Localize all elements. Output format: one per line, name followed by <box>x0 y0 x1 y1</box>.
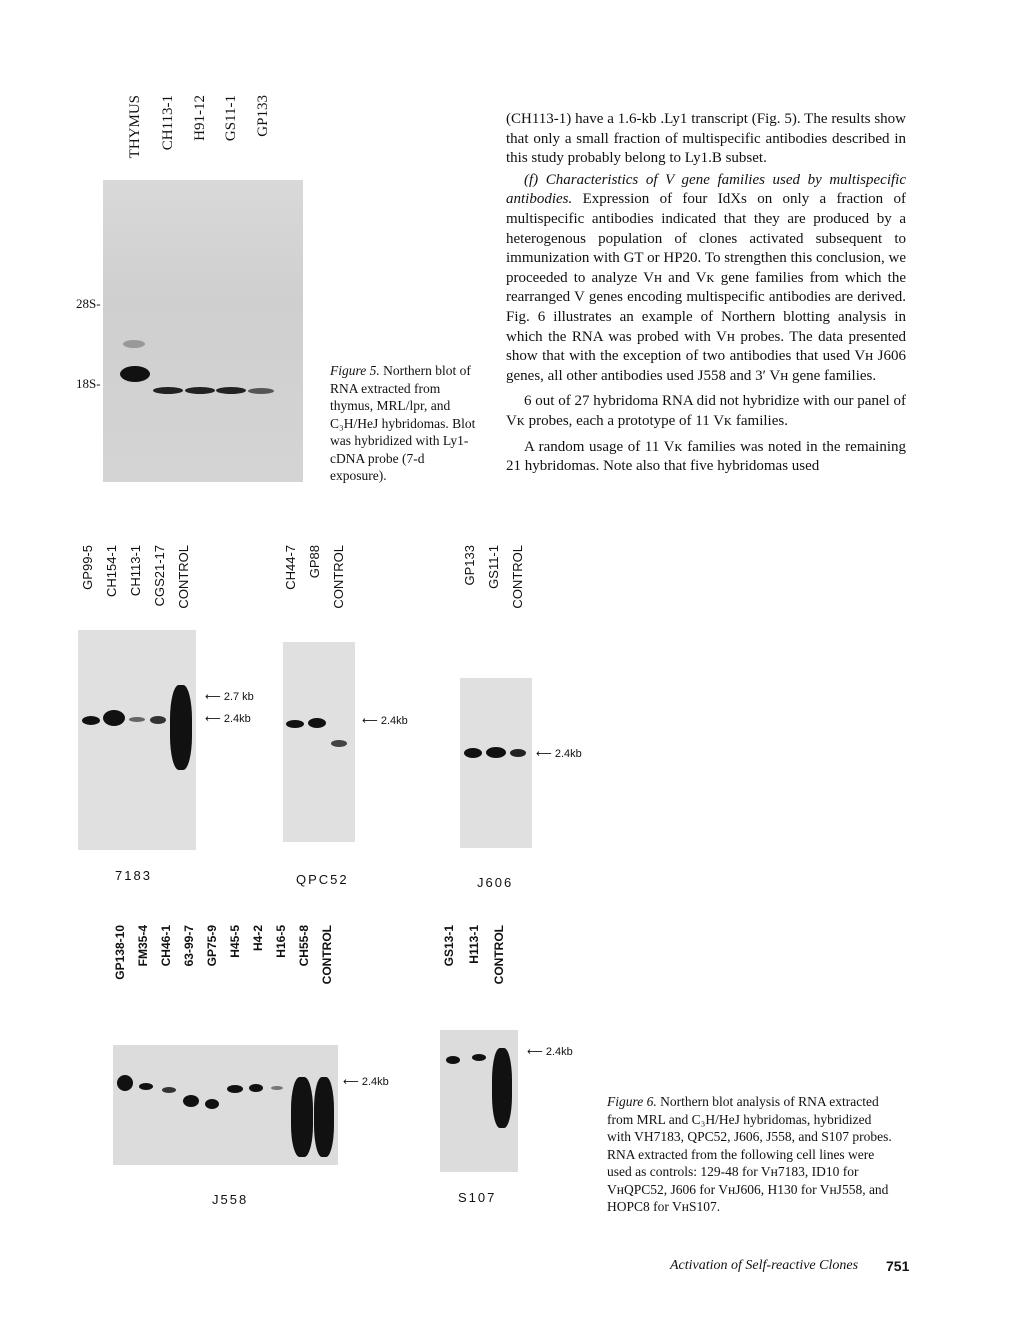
lane-label: GP138-10 <box>113 925 127 980</box>
panel-label: QPC52 <box>296 872 349 887</box>
paragraph: (CH113-1) have a 1.6-kb .Ly1 transcript (Fig. 5). The results show that only a small fraction of multispecific antibodies described in this study probably belong to Ly1.B subset. <box>506 111 906 167</box>
lane-label: 63-99-7 <box>182 925 196 967</box>
caption-text: Northern blot of RNA extracted from thymus, MRL/lpr, and C₃H/HeJ hybridomas. Blot was hybridized with Ly1-cDNA probe (7-d exposure). <box>330 363 476 483</box>
caption-label: Figure 5. <box>330 363 380 378</box>
paragraph-text: Expression of four IdXs on only a fraction of multispecific antibodies indicated that they are produced by a heterogenous population of clones activated subsequent to immunization with GT or HP20. To strengthen this conclusion, we proceeded to analyze Vʜ and Vᴋ gene families from which the rearranged V genes encoding multispecific antibodies are derived. Fig. 6 illustrates an example of Northern blotting analysis in which the RNA was probed with Vʜ probes. The data presented show that with the exception of two antibodies that used Vʜ J606 genes, all other antibodies used J558 and 3′ Vʜ gene families. <box>506 191 907 384</box>
lane-label: GP88 <box>307 545 322 579</box>
figure6-caption <box>607 1093 897 1216</box>
band <box>183 1095 199 1107</box>
band <box>123 340 145 348</box>
band <box>510 749 526 757</box>
band <box>308 718 326 728</box>
paragraph: A random usage of 11 Vᴋ families was noted in the remaining 21 hybridomas. Note also that five hybridomas used <box>506 438 906 475</box>
band <box>227 1085 243 1093</box>
lane-label: CH55-8 <box>297 925 311 967</box>
section-heading: (f) Characteristics of V gene families used by multispecific antibodies. <box>506 171 906 208</box>
lane-label: CONTROL <box>320 925 334 985</box>
band <box>492 1048 512 1128</box>
lane-label: H113-1 <box>467 925 481 964</box>
lane-label: GS13-1 <box>442 925 456 967</box>
lane-label: CONTROL <box>510 545 525 609</box>
marker-28s: 28S- <box>76 296 101 311</box>
lane-label: H45-5 <box>228 925 242 958</box>
band <box>331 740 347 747</box>
figure5-blot-image <box>103 180 303 482</box>
lane-label: CONTROL <box>492 925 506 985</box>
blot-s107-image <box>440 1030 518 1172</box>
panel-label: 7183 <box>115 868 152 883</box>
band <box>271 1086 283 1090</box>
size-marker: ⟵ 2.4kb <box>343 1076 389 1088</box>
lane-label: GS11-1 <box>486 545 501 589</box>
band <box>82 716 100 725</box>
blot-7183-image <box>78 630 196 850</box>
band <box>486 747 506 758</box>
size-marker: ⟵ 2.4kb <box>527 1046 573 1058</box>
band <box>162 1087 176 1093</box>
blot-qpc52-image <box>283 642 355 842</box>
lane-label: CH113-1 <box>128 545 143 597</box>
lane-label: GS11-1 <box>223 95 239 142</box>
paragraph: 6 out of 27 hybridoma RNA did not hybridize with our panel of Vᴋ probes, each a prototype of 11 Vᴋ families. <box>506 393 906 429</box>
band <box>150 716 166 724</box>
panel-label: J606 <box>477 875 514 890</box>
band <box>205 1099 219 1109</box>
lane-label: CH154-1 <box>104 545 119 598</box>
band <box>249 1084 263 1092</box>
band <box>129 717 145 722</box>
size-marker: ⟵ 2.7 kb <box>205 691 254 703</box>
band <box>185 387 215 394</box>
band <box>291 1077 313 1157</box>
size-marker: ⟵ 2.4kb <box>536 748 582 760</box>
lane-label: CH113-1 <box>160 95 176 151</box>
lane-label: CONTROL <box>331 545 346 609</box>
paragraph <box>506 171 906 387</box>
lane-label: GP133 <box>255 95 271 137</box>
lane-label: THYMUS <box>127 95 143 159</box>
band <box>286 720 304 728</box>
band <box>120 366 150 382</box>
lane-label: FM35-4 <box>136 925 150 967</box>
marker-18s: 18S- <box>76 376 101 391</box>
band <box>216 387 246 394</box>
band <box>446 1056 460 1064</box>
lane-label: CH46-1 <box>159 925 173 967</box>
panel-label: S107 <box>458 1190 497 1205</box>
size-marker: ⟵ 2.4kb <box>362 715 408 727</box>
blot-j606-image <box>460 678 532 848</box>
panel-label: J558 <box>212 1192 249 1207</box>
band <box>170 685 192 770</box>
band <box>472 1054 486 1061</box>
band <box>464 748 482 758</box>
figure5-caption <box>330 362 480 485</box>
lane-label: CH44-7 <box>283 545 298 590</box>
running-title: Activation of Self-reactive Clones <box>670 1258 859 1273</box>
lane-label: H4-2 <box>251 925 265 952</box>
body-column <box>506 110 906 477</box>
band <box>153 387 183 394</box>
size-marker: ⟵ 2.4kb <box>205 713 251 725</box>
band <box>139 1083 153 1090</box>
band <box>314 1077 334 1157</box>
lane-label: GP99-5 <box>80 545 95 590</box>
band <box>103 710 125 726</box>
blot-j558-image <box>113 1045 338 1165</box>
lane-label: GP133 <box>462 545 477 586</box>
lane-label: H16-5 <box>274 925 288 958</box>
band <box>248 388 274 394</box>
page-number: 751 <box>886 1258 910 1274</box>
lane-label: CONTROL <box>176 545 191 609</box>
band <box>117 1075 133 1091</box>
lane-label: GP75-9 <box>205 925 219 967</box>
lane-label: H91-12 <box>192 95 208 141</box>
caption-label: Figure 6. <box>607 1094 657 1109</box>
lane-label: CGS21-17 <box>152 545 167 607</box>
caption-text: Northern blot analysis of RNA extracted from MRL and C₃H/HeJ hybridomas, hybridized with VH7183, QPC52, J606, J558, and S107 probes. RNA extracted from the following cell lines were used as controls: 129-48 for Vʜ7183, ID10 for VʜQPC52, J606 for VʜJ606, H130 for VʜJ558, and HOPC8 for VʜS107. <box>607 1094 892 1214</box>
